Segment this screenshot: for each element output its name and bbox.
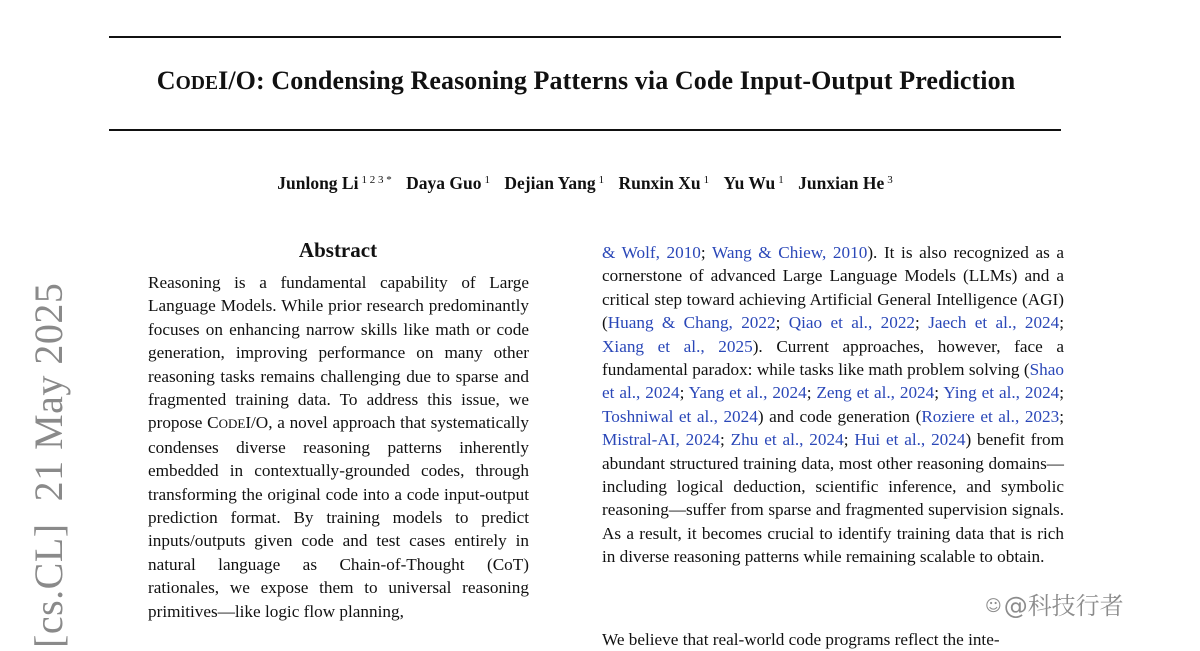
citation-link[interactable]: Zeng et al., 2024 (816, 383, 935, 403)
author-list (0, 173, 1170, 194)
citation-link[interactable]: Mistral-AI, 2024 (602, 430, 721, 450)
watermark-logo-icon: ☺ (985, 596, 1002, 615)
citation-link[interactable]: & Wolf, 2010 (602, 243, 701, 262)
arxiv-sidebar (25, 282, 72, 648)
citation-link[interactable]: Xiang et al., 2025 (602, 336, 753, 356)
arxiv-category: [cs.CL] (26, 523, 71, 648)
author: Dejian Yang $^1$ (504, 173, 605, 193)
abstract-body: Reasoning is a fundamental capability of Large Language Models. While prior research predominantly focuses on enhancing narrow skills like math or code generation, improving performance on many other reasoning tasks remains challenging due to sparse and fragmented training data. To address this issue, we propose CODEI/O, a novel approach that systematically condenses diverse reasoning patterns inherently embedded in contextually-grounded codes, through transforming the original code into a code input-output prediction format. By training models to predict inputs/outputs given code and test cases entirely in natural language as Chain-of-Thought (CoT) rationales, we expose them to universal reasoning primitives—like logic flow planning, (148, 273, 529, 621)
citation-link[interactable]: Jaech et al., 2024 (928, 313, 1060, 333)
title-rule-top (109, 36, 1061, 38)
citation-link[interactable]: Yang et al., 2024 (688, 383, 807, 403)
citation-link[interactable]: Shao et al., 2024 (602, 360, 1064, 403)
citation-link[interactable]: Huang & Chang, 2022 (607, 313, 776, 333)
author: Yu Wu $^1$ (723, 173, 784, 193)
author: Junlong Li $^{1 2 3 *}$ (277, 173, 392, 193)
intro-paragraph-1: & Wolf, 2010; Wang & Chiew, 2010). It is also recognized as a cornerstone of advanced Large Language Models (LLMs) and a critical step toward achieving Artificial General Intelligence (AGI) (Huang & Chang, 2022; Qiao et al., 2022; Jaech et al., 2024; Xiang et al., 2025). Current approaches, however, face a fundamental paradox: while tasks like math problem solving (Shao et al., 2024; Yang et al., 2024; Zeng et al., 2024; Ying et al., 2024; Toshniwal et al., 2024) and code generation (Roziere et al., 2023; Mistral-AI, 2024; Zhu et al., 2024; Hui et al., 2024) benefit from abundant structured training data, most other reasoning domains—including logical deduction, scientific inference, and symbolic reasoning—suffer from sparse and fragmented supervision signals. As a result, it becomes crucial to identify training data that is rich in diverse reasoning patterns while remaining scalable to obtain. (602, 243, 1065, 567)
citation-link[interactable]: Roziere et al., 2023 (921, 406, 1060, 426)
title-rule-bottom (109, 129, 1061, 131)
author: Junxian He $^3$ (798, 173, 893, 193)
citation-link[interactable]: Wang & Chiew, 2010 (712, 243, 868, 262)
paper-title: CODEI/O: Condensing Reasoning Patterns via Code Input-Output Prediction (156, 66, 1016, 95)
abstract-heading: Abstract (298, 238, 378, 262)
citation-link[interactable]: Zhu et al., 2024 (730, 430, 844, 450)
arxiv-date: 21 May 2025 (26, 282, 71, 502)
source-watermark: ☺@科技行者 (985, 592, 1124, 620)
citation-link[interactable]: Ying et al., 2024 (943, 383, 1060, 403)
citation-link[interactable]: Hui et al., 2024 (854, 430, 966, 450)
intro-paragraph-2: We believe that real-world code programs reflect the inte- (602, 630, 1000, 649)
author: Daya Guo $^1$ (406, 173, 490, 193)
citation-link[interactable]: Qiao et al., 2022 (788, 313, 916, 333)
author: Runxin Xu $^1$ (618, 173, 710, 193)
citation-link[interactable]: Toshniwal et al., 2024 (602, 406, 758, 426)
